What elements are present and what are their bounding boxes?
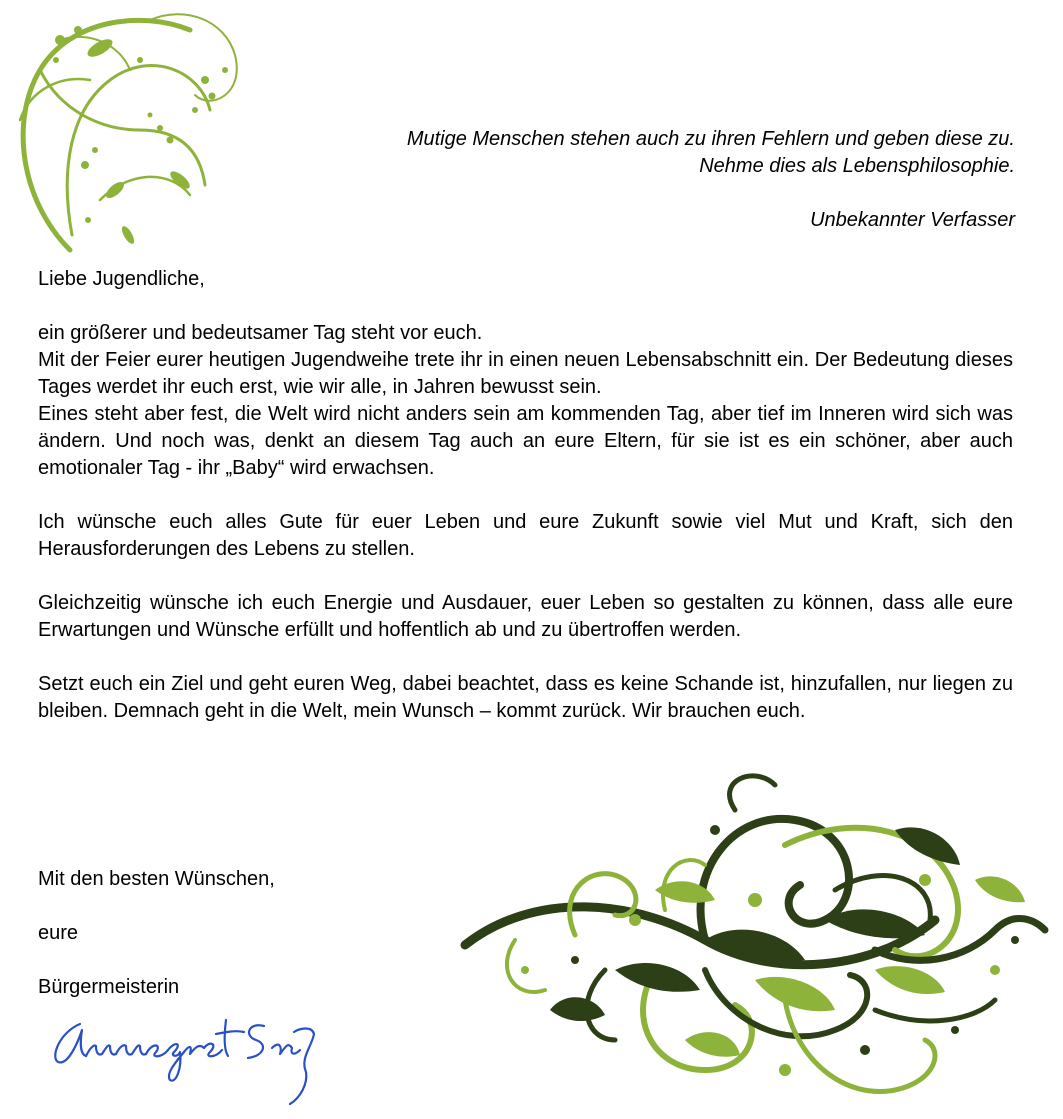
- paragraph-1-line-1: ein größerer und bedeutsamer Tag steht vor euch.: [38, 322, 483, 344]
- closing-block: [38, 866, 275, 1028]
- floral-ornament-top-left-icon: [0, 0, 250, 255]
- paragraph-3: Gleichzeitig wünsche ich euch Energie und Ausdauer, euer Leben so gestalten zu können, dass alle eure Erwartungen und Wünsche erfüllt und hoffentlich ab und zu übertroffen werden.: [38, 592, 1013, 641]
- closing-title: Bürgermeisterin: [38, 976, 180, 998]
- quote-line-1: Mutige Menschen stehen auch zu ihren Fehlern und geben diese zu.: [406, 128, 1015, 150]
- paragraph-1-line-2: Mit der Feier eurer heutigen Jugendweihe trete ihr in einen neuen Lebensabschnitt ein. Der Bedeutung dieses Tages werdet ihr euch erst, wie wir alle, in Jahren bewusst sein.: [38, 349, 1013, 398]
- closing-yours: eure: [38, 922, 79, 944]
- closing-regards: Mit den besten Wünschen,: [38, 868, 275, 890]
- quote-author: Unbekannter Verfasser: [810, 209, 1015, 231]
- floral-swirl-ornament-bottom-right-icon: [455, 770, 1055, 1115]
- handwritten-signature-icon: [50, 1012, 320, 1112]
- quote-line-2: Nehme dies als Lebensphilosophie.: [699, 155, 1015, 177]
- paragraph-1-line-3: Eines steht aber fest, die Welt wird nicht anders sein am kommenden Tag, aber tief im Inneren wird sich was ändern. Und noch was, denkt an diesem Tag auch an eure Eltern, für sie ist es ein schöner, aber auch emotionaler Tag - ihr „Baby“ wird erwachsen.: [38, 403, 1013, 479]
- letter-body: [38, 266, 1013, 725]
- paragraph-2: Ich wünsche euch alles Gute für euer Leben und eure Zukunft sowie viel Mut und Kraft, sich den Herausforderungen des Lebens zu stellen.: [38, 511, 1013, 560]
- quote-block: [255, 126, 1015, 234]
- paragraph-4: Setzt euch ein Ziel und geht euren Weg, dabei beachtet, dass es keine Schande ist, hinzufallen, nur liegen zu bleiben. Demnach geht in die Welt, mein Wunsch – kommt zurück. Wir brauchen euch.: [38, 673, 1013, 722]
- greeting: Liebe Jugendliche,: [38, 268, 205, 290]
